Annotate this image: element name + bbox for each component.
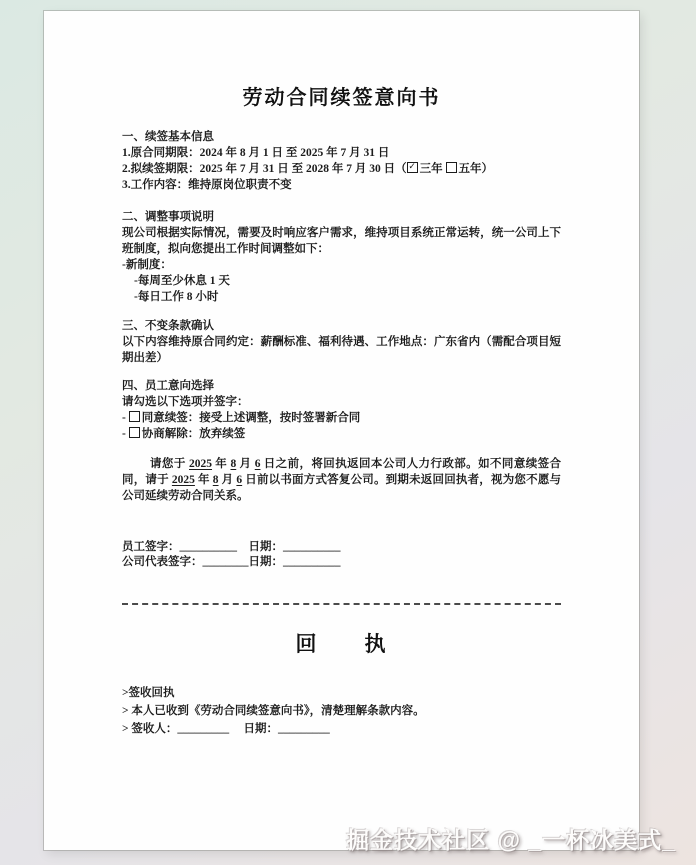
unchanged-terms-paragraph: 以下内容维持原合同约定：薪酬标准、福利待遇、工作地点：广东省内（需配合项目短期出差） (122, 336, 561, 364)
text-run: 日之前，将回执返回本公司人力行政部。如不同意续签合同，请于 (122, 458, 562, 486)
text-run: 2.拟续签期限：2025 年 7 月 31 日 至 2028 年 7 月 30 日（ (122, 163, 407, 175)
text-run: 同意续签：接受上述调整，按时签署新合同 (141, 412, 361, 424)
return-notice-paragraph (122, 456, 561, 504)
new-policy-label: -新制度： (122, 259, 172, 271)
text-run: 2025 (171, 474, 195, 486)
employee-signature-line: 员工签字：__________ 日期：__________ (122, 541, 341, 553)
text-run: 五年） (458, 163, 493, 175)
text-run: 2025 (189, 458, 213, 470)
receipt-title: 回 执 (295, 633, 388, 656)
text-run: 日前以书面方式答复公司。到期未返回回执者，视为您不愿与公司延续劳动合同关系。 (122, 474, 562, 502)
section2-heading: 二、调整事项说明 (122, 211, 214, 223)
receipt-block (122, 684, 561, 738)
renewal-term-line (122, 161, 561, 177)
choice-instruction: 请勾选以下选项并签字： (122, 396, 249, 408)
work-content-line: 3.工作内容：维持原岗位职责不变 (122, 179, 292, 191)
section1-heading: 一、续签基本信息 (122, 131, 214, 143)
text-run: 8 (230, 458, 237, 470)
policy-item-rest-days: -每周至少休息 1 天 (134, 275, 230, 287)
option-agree-renewal (122, 410, 561, 426)
cut-here-dashed-divider (122, 603, 561, 605)
agree-renewal-checkbox-icon[interactable] (129, 411, 140, 422)
section-employee-choice (122, 378, 561, 442)
three-year-checked-checkbox-icon[interactable]: ✓ (408, 162, 416, 172)
text-run: 月 (218, 474, 237, 486)
text-run: 请您于 (150, 458, 190, 470)
section4-heading: 四、员工意向选择 (122, 380, 214, 392)
receipt-acknowledge-statement: > 本人已收到《劳动合同续签意向书》，清楚理解条款内容。 (122, 705, 425, 717)
document-title: 劳动合同续签意向书 (242, 87, 441, 109)
text-run: 6 (236, 474, 243, 486)
section-unchanged-terms (122, 318, 561, 366)
company-signature-line: 公司代表签字：________日期：__________ (122, 556, 341, 568)
section-basic-info (122, 129, 561, 193)
text-run: 年 (212, 458, 231, 470)
section3-heading: 三、不变条款确认 (122, 320, 214, 332)
policy-item-work-hours: -每日工作 8 小时 (134, 291, 219, 303)
text-run: 三年 (419, 163, 446, 175)
signature-block (122, 540, 561, 570)
community-watermark: 掘金技术社区 @ _一杯冰美式_ (346, 827, 676, 853)
text-run: 协商解除：放弃续签 (141, 428, 246, 440)
negotiated-termination-checkbox-icon[interactable] (129, 427, 140, 438)
text-run: 6 (254, 458, 261, 470)
text-run: 月 (236, 458, 255, 470)
receipt-acknowledge-heading: >签收回执 (122, 687, 175, 699)
text-run: 8 (212, 474, 219, 486)
section-adjustments (122, 209, 561, 305)
document-page (44, 11, 639, 850)
receipt-signature-line: > 签收人：_________ 日期：_________ (122, 723, 330, 735)
adjustment-paragraph: 现公司根据实际情况，需要及时响应客户需求，维持项目系统正常运转，统一公司上下班制度，拟向您提出工作时间调整如下： (122, 227, 561, 255)
original-contract-term-line: 1.原合同期限：2024 年 8 月 1 日 至 2025 年 7 月 31 日 (122, 147, 390, 159)
five-year-empty-checkbox-icon[interactable] (446, 162, 457, 173)
option-negotiated-termination (122, 426, 561, 442)
text-run: 年 (194, 474, 213, 486)
text-run: - (122, 412, 129, 424)
text-run: - (122, 428, 129, 440)
